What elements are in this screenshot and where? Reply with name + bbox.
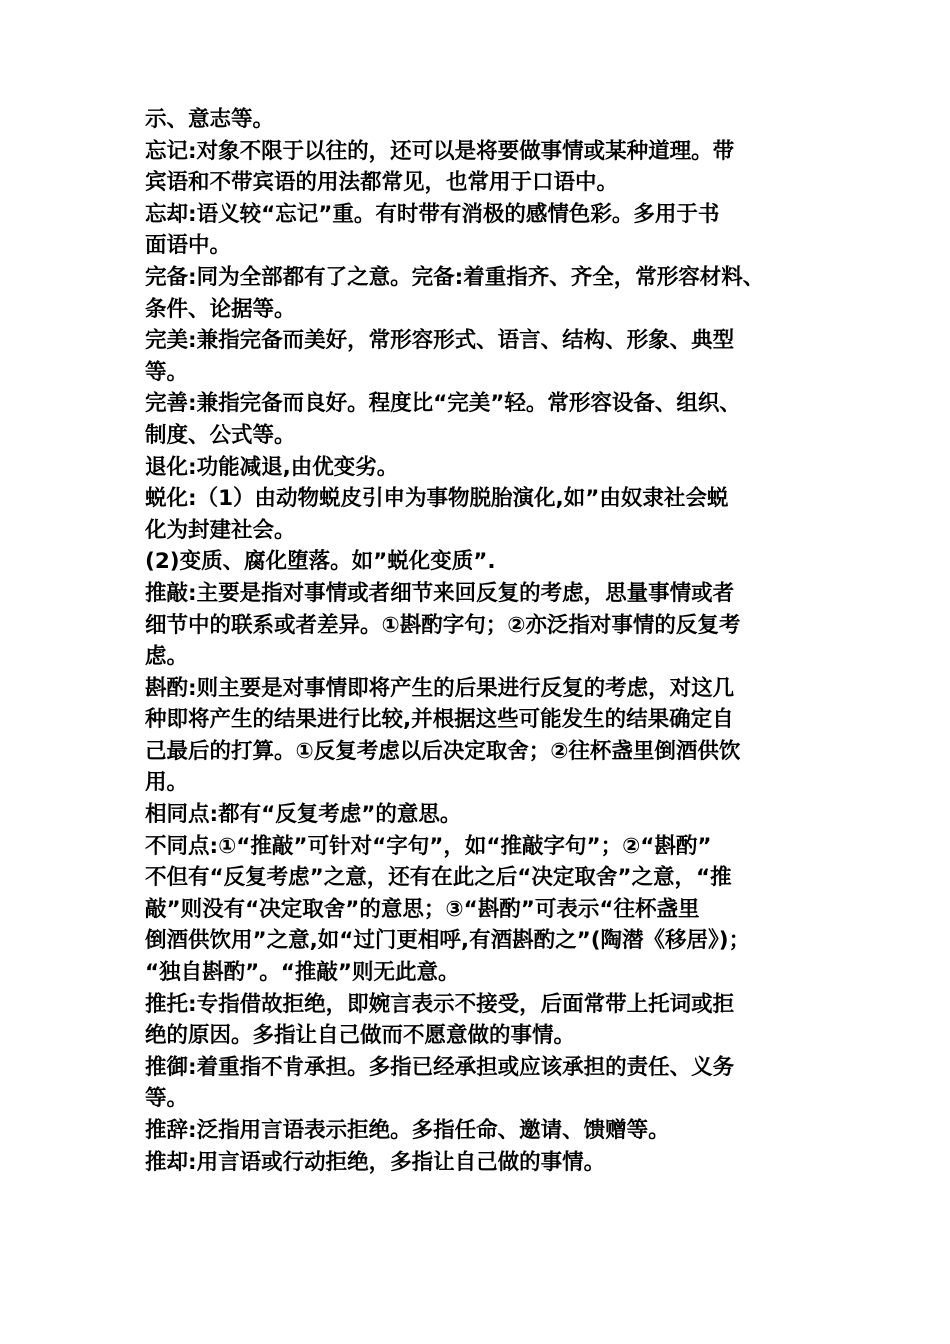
text-line: 己最后的打算。①反复考虑以后决定取舍；②往杯盏里倒酒供饮 bbox=[145, 738, 741, 764]
text-line: 绝的原因。多指让自己做而不愿意做的事情。 bbox=[145, 1023, 576, 1049]
text-line: 虑。 bbox=[145, 644, 189, 670]
text-line: 相同点:都有“反复考虑”的意思。 bbox=[145, 802, 462, 828]
text-line: 等。 bbox=[145, 1086, 189, 1112]
text-line: 宾语和不带宾语的用法都常见，也常用于口语中。 bbox=[145, 170, 619, 196]
text-line: 敲”则没有“决定取舍”的意思；③“斟酌”可表示“往杯盏里 bbox=[145, 896, 700, 922]
text-line: 示、意志等。 bbox=[145, 107, 275, 132]
text-line: 推御:着重指不肯承担。多指已经承担或应该承担的责任、义务 bbox=[145, 1054, 735, 1080]
text-line: 完备:同为全部都有了之意。完备:着重指齐、齐全，常形容材料、 bbox=[145, 264, 765, 290]
text-line: 完美:兼指完备而美好，常形容形式、语言、结构、形象、典型 bbox=[145, 328, 735, 354]
text-line: (2)变质、腐化堕落。如”蜕化变质”. bbox=[145, 549, 496, 575]
text-line: 推辞:泛指用言语表示拒绝。多指任命、邀请、馈赠等。 bbox=[145, 1118, 670, 1143]
text-line: 化为封建社会。 bbox=[145, 517, 296, 543]
text-line: 倒酒供饮用”之意,如“过门更相呼,有酒斟酌之”(陶潜《移居》)； bbox=[145, 928, 751, 954]
text-line: 斟酌:则主要是对事情即将产生的后果进行反复的考虑，对这几 bbox=[145, 675, 735, 701]
text-line: “独自斟酌”。“推敲”则无此意。 bbox=[145, 960, 460, 986]
text-line: 完善:兼指完备而良好。程度比“完美”轻。常形容设备、组织、 bbox=[145, 391, 741, 417]
text-line: 退化:功能减退,由优变劣。 bbox=[145, 454, 399, 480]
text-line: 推托:专指借故拒绝，即婉言表示不接受，后面常带上托词或拒 bbox=[145, 991, 735, 1017]
text-line: 等。 bbox=[145, 359, 189, 385]
text-line: 用。 bbox=[145, 770, 189, 796]
text-line: 种即将产生的结果进行比较,并根据这些可能发生的结果确定自 bbox=[145, 707, 734, 733]
text-line: 忘却:语义较“忘记”重。有时带有消极的感情色彩。多用于书 bbox=[145, 201, 720, 227]
text-line: 条件、论据等。 bbox=[145, 296, 296, 322]
text-line: 蜕化:（1）由动物蜕皮引申为事物脱胎演化,如”由奴隶社会蜕 bbox=[145, 486, 729, 512]
text-line: 忘记:对象不限于以往的，还可以是将要做事情或某种道理。带 bbox=[145, 138, 735, 164]
text-line: 面语中。 bbox=[145, 233, 232, 259]
text-line: 细节中的联系或者差异。①斟酌字句；②亦泛指对事情的反复考 bbox=[145, 612, 741, 638]
text-line: 不但有“反复考虑”之意，还有在此之后“决定取舍”之意，“推 bbox=[145, 865, 732, 891]
text-line: 不同点:①“推敲”可针对“字句”，如“推敲字句”；②“斟酌” bbox=[145, 833, 712, 859]
text-line: 制度、公式等。 bbox=[145, 422, 296, 448]
text-line: 推敲:主要是指对事情或者细节来回反复的考虑，思量事情或者 bbox=[145, 580, 735, 606]
document-body bbox=[145, 104, 817, 1178]
text-line: 推却:用言语或行动拒绝，多指让自己做的事情。 bbox=[145, 1149, 606, 1175]
